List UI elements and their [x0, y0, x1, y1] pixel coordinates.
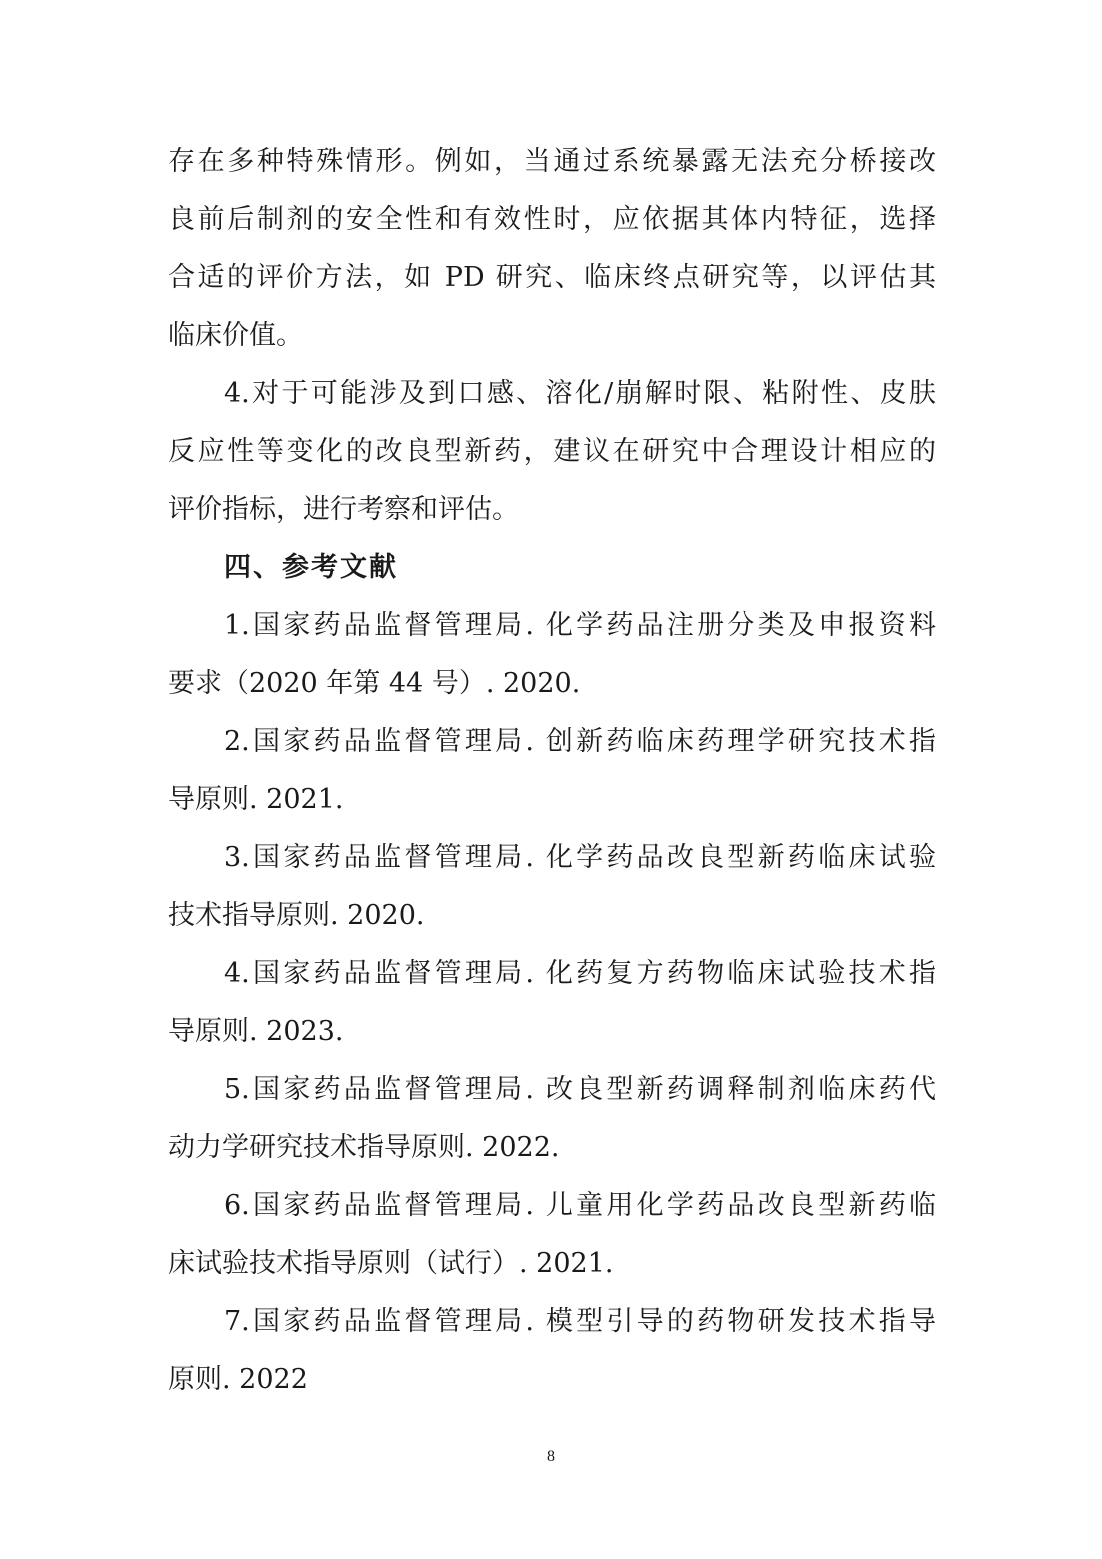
- reference-line: 1.国家药品监督管理局. 化学药品注册分类及申报资料: [224, 610, 936, 641]
- reference-line: 原则. 2022: [168, 1364, 308, 1395]
- reference-line: 动力学研究技术指导原则. 2022.: [168, 1132, 560, 1163]
- page-number: 8: [547, 1448, 555, 1465]
- body-text-line: 4.对于可能涉及到口感、溶化/崩解时限、粘附性、皮肤: [224, 378, 936, 409]
- reference-line: 导原则. 2023.: [168, 1016, 344, 1047]
- reference-line: 床试验技术指导原则（试行）. 2021.: [168, 1248, 614, 1279]
- reference-line: 导原则. 2021.: [168, 784, 344, 815]
- reference-line: 6.国家药品监督管理局. 儿童用化学药品改良型新药临: [224, 1190, 936, 1221]
- reference-line: 3.国家药品监督管理局. 化学药品改良型新药临床试验: [224, 842, 936, 873]
- body-text-line: 反应性等变化的改良型新药，建议在研究中合理设计相应的: [168, 436, 936, 467]
- section-heading: 四、参考文献: [224, 552, 398, 583]
- reference-line: 2.国家药品监督管理局. 创新药临床药理学研究技术指: [224, 726, 936, 757]
- reference-line: 4.国家药品监督管理局. 化药复方药物临床试验技术指: [224, 958, 936, 989]
- reference-line: 技术指导原则. 2020.: [168, 900, 425, 931]
- reference-line: 7.国家药品监督管理局. 模型引导的药物研发技术指导: [224, 1306, 936, 1337]
- reference-line: 要求（2020 年第 44 号）. 2020.: [168, 668, 581, 699]
- body-text-line: 合适的评价方法，如 PD 研究、临床终点研究等，以评估其: [168, 262, 936, 293]
- body-text-line: 评价指标，进行考察和评估。: [168, 494, 519, 525]
- body-text-line: 存在多种特殊情形。例如，当通过系统暴露无法充分桥接改: [168, 146, 936, 177]
- reference-line: 5.国家药品监督管理局. 改良型新药调释制剂临床药代: [224, 1074, 936, 1105]
- body-text-line: 临床价值。: [168, 320, 303, 351]
- body-text-line: 良前后制剂的安全性和有效性时，应依据其体内特征，选择: [168, 204, 936, 235]
